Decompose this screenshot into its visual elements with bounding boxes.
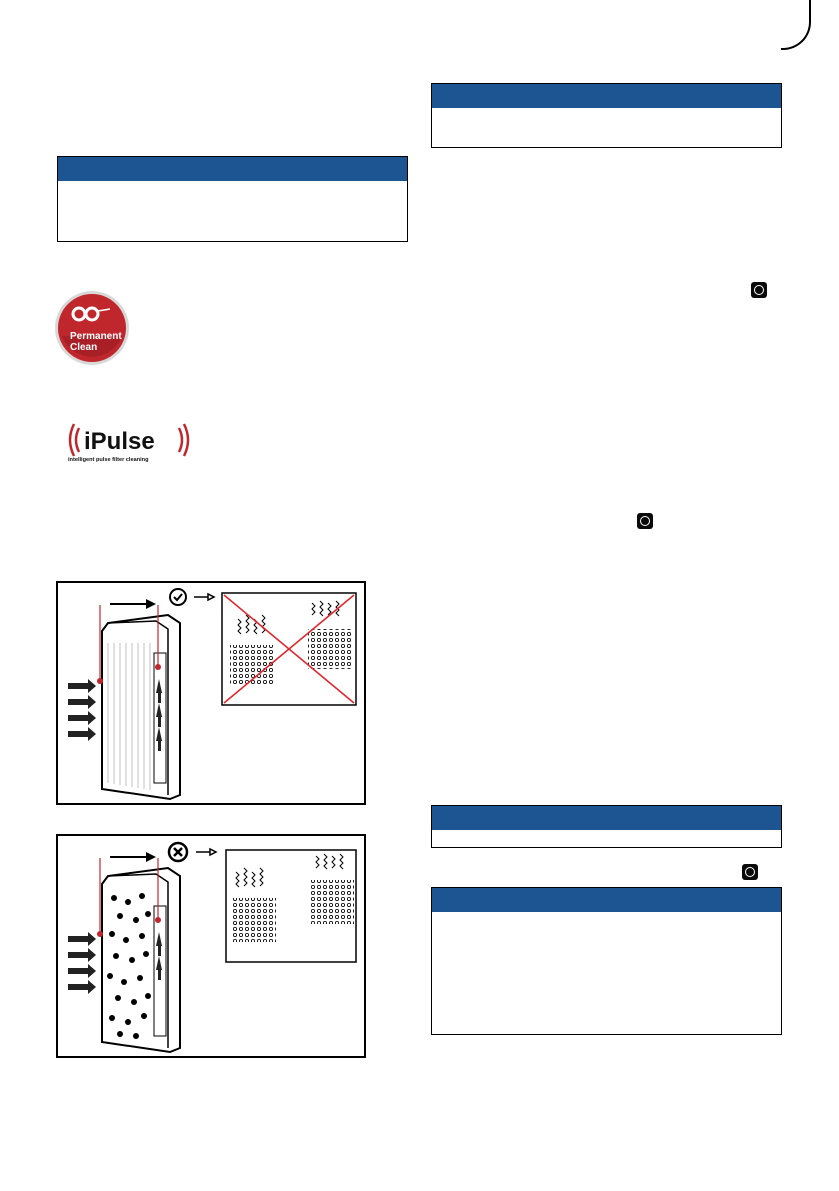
notice-box-left bbox=[57, 156, 408, 242]
ipulse-brand: iPulse bbox=[84, 428, 155, 455]
arrow-right-icon bbox=[194, 594, 214, 600]
ipulse-logo bbox=[64, 420, 194, 464]
notice-box-right-mid bbox=[431, 805, 782, 848]
notice-header-bar bbox=[58, 157, 407, 181]
ipulse-tagline: intelligent pulse filter cleaning bbox=[68, 457, 149, 463]
figure-filter-clean-drawing bbox=[58, 583, 364, 803]
notice-header-bar bbox=[432, 888, 781, 912]
airflow-arrows bbox=[68, 679, 96, 741]
notice-box-right-bottom bbox=[431, 887, 782, 1035]
filter-clean-icon bbox=[742, 864, 758, 880]
page-tab-line bbox=[781, 0, 811, 50]
figure-filter-clogged bbox=[56, 834, 366, 1058]
filter-clean-icon bbox=[751, 282, 767, 298]
permanent-clean-logo bbox=[54, 290, 130, 366]
notice-box-right-top bbox=[431, 83, 782, 148]
figure-filter-clean bbox=[56, 581, 366, 805]
filter-clean-icon bbox=[637, 513, 653, 529]
logo-line2: Clean bbox=[70, 342, 98, 353]
logo-line1: Permanent bbox=[70, 331, 122, 342]
notice-header-bar bbox=[432, 806, 781, 830]
figure-filter-clogged-drawing bbox=[58, 836, 364, 1056]
check-circle-icon bbox=[170, 589, 186, 605]
notice-header-bar bbox=[432, 84, 781, 108]
